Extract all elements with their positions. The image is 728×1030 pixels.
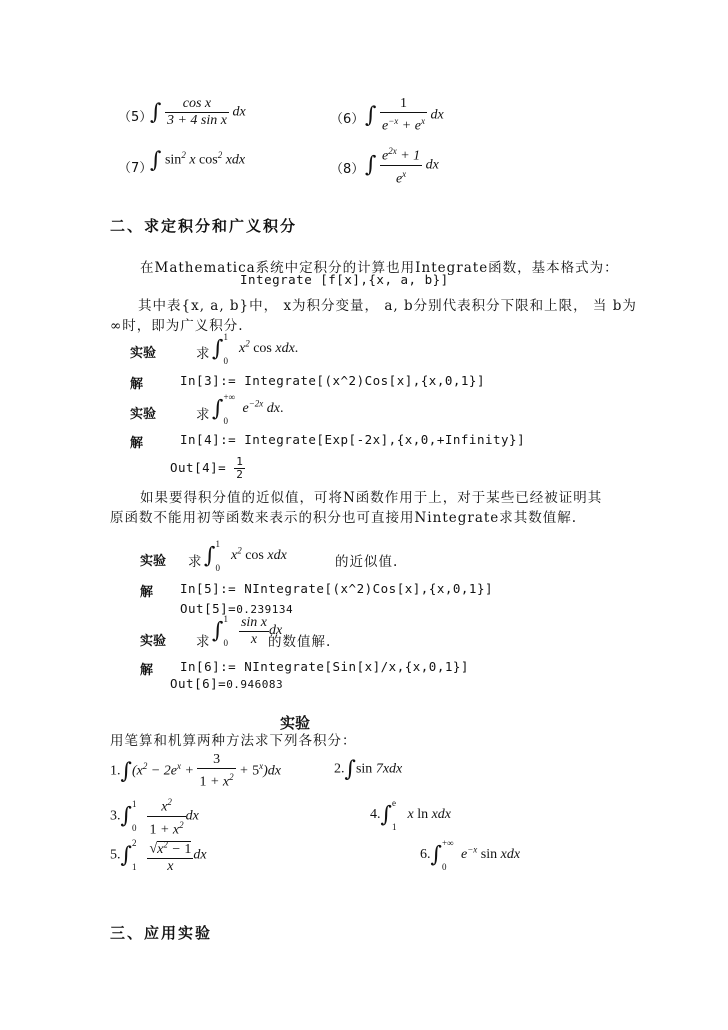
- output-5-label: Out[5]=: [180, 601, 237, 616]
- output-6-value: 0.946083: [226, 678, 284, 691]
- lower-limit: 0: [223, 416, 228, 426]
- experiment-2-text: 求: [196, 407, 211, 423]
- denominator: $e^{-x} + e^x$: [381, 116, 425, 134]
- item-label: 6.: [420, 847, 431, 863]
- output-4-fraction: [234, 456, 245, 481]
- lower-limit: 0: [215, 563, 220, 573]
- exercise-5-formula: [150, 96, 246, 129]
- fraction: [380, 143, 422, 187]
- solution-4-label: 解: [140, 663, 154, 678]
- upper-limit: e: [391, 798, 396, 808]
- item-label: 3.: [110, 808, 121, 824]
- numerator: $e^{2x} + 1$: [380, 143, 422, 166]
- lower-limit: 1: [391, 822, 397, 832]
- integral-sign: ∫: [150, 148, 162, 173]
- item-label: 2.: [334, 761, 345, 777]
- output-4: [170, 456, 245, 481]
- solution-4-code: In[6]:= NIntegrate[Sin[x]/x,{x,0,1}]: [180, 659, 469, 674]
- numerator: 1: [380, 96, 427, 113]
- approx-line1: 如果要得积分值的近似值，可将N函数作用于上，对于某些已经被证明其: [140, 490, 603, 506]
- output-5-value: 0.239134: [236, 603, 294, 616]
- exercise-item-2: 2.∫sin 7xdx: [334, 757, 403, 782]
- upper-limit: 1: [215, 539, 220, 549]
- differential: dx: [185, 808, 199, 824]
- upper-limit: +∞: [223, 392, 235, 402]
- experiment-1-integral: ∫ 1 0 $x^2$ cos xdx.: [212, 332, 299, 366]
- numerator: 3: [197, 752, 235, 769]
- exercise-item-4: 4.∫ e 1 x ln xdx: [370, 798, 452, 832]
- denominator: $1 + x^2$: [199, 772, 234, 790]
- fraction: [197, 752, 235, 791]
- experiment-4-end: 的数值解.: [268, 634, 332, 650]
- exercise-item-5: 5.∫ 2 1 $\frac{√x^2 - 1}{x}$ dx: [110, 836, 207, 875]
- integrate-format: Integrate [f[x],{x, a, b}]: [240, 272, 449, 287]
- differential: dx: [425, 157, 439, 173]
- lower-limit: 0: [223, 638, 228, 648]
- exercise-item-3: 3.∫ 1 0 $\frac{x^2}{1 + x^2}$ dx: [110, 794, 199, 838]
- item-label: 5.: [110, 847, 121, 863]
- upper-limit: 1: [131, 799, 137, 810]
- fraction: [147, 836, 193, 875]
- solution-1-label: 解: [130, 377, 144, 392]
- experiment-block-title: 实验: [280, 714, 311, 732]
- experiment-2-label: 实验: [130, 407, 157, 422]
- differential: dx: [430, 107, 444, 123]
- denominator: $1 + x^2$: [149, 819, 184, 838]
- fraction: [165, 96, 229, 129]
- integral-sign: ∫: [365, 102, 377, 128]
- experiment-3-text: 求: [188, 554, 203, 570]
- lower-limit: 1: [131, 862, 137, 873]
- item-label: 4.: [370, 807, 381, 823]
- solution-3-label: 解: [140, 585, 154, 600]
- experiment-2-integral: ∫ +∞ 0 $e^{-2x}$ dx.: [212, 392, 284, 426]
- approx-line2: 原函数不能用初等函数来表示的积分也可直接用Nintegrate求其数值解.: [110, 510, 578, 526]
- integral-sign: ∫: [365, 152, 377, 178]
- solution-3-code: In[5]:= NIntegrate[(x^2)Cos[x],{x,0,1}]: [180, 581, 493, 596]
- item-label: 1.: [110, 763, 121, 779]
- section-3-title: 三、应用实验: [110, 924, 213, 942]
- fraction: [380, 96, 427, 135]
- output-4-label: Out[4]=: [170, 460, 227, 475]
- experiment-3-integral: ∫ 1 0 $x^2$ cos xdx: [204, 539, 287, 573]
- solution-1-code: In[3]:= Integrate[(x^2)Cos[x],{x,0,1}]: [180, 373, 485, 388]
- exercise-7-formula: ∫ $\sin^2 x$ $\cos^2$ xdx: [150, 148, 246, 173]
- section-2-title: 二、求定积分和广义积分: [110, 217, 298, 235]
- exercise-8-formula: [365, 143, 439, 187]
- upper-limit: 1: [223, 614, 228, 624]
- upper-limit: 1: [223, 332, 228, 342]
- fraction: [239, 615, 269, 648]
- fraction: [147, 794, 185, 838]
- lower-limit: 0: [131, 823, 137, 834]
- experiment-3-label: 实验: [140, 554, 167, 569]
- denominator: 3 + 4 sin x: [166, 113, 227, 128]
- exercise-5-label: （5）: [118, 110, 153, 125]
- integral-sign: ∫: [150, 100, 162, 125]
- solution-2-label: 解: [130, 436, 144, 451]
- section-2-intro: 在Mathematica系统中定积分的计算也用Integrate函数，基本格式为：: [140, 260, 619, 276]
- denominator: $e^x$: [395, 168, 407, 187]
- exercise-6-label: （6）: [330, 112, 365, 127]
- differential: dx: [232, 104, 246, 120]
- experiment-4-integral: ∫ 1 0 $\frac{\text{sin x}}{x}$ dx: [212, 614, 283, 648]
- upper-limit: 2: [131, 838, 137, 849]
- exercise-8-label: （8）: [330, 162, 365, 177]
- experiment-4-text: 求: [196, 634, 211, 650]
- section-2-desc-line1: 其中表{x, a, b}中， x为积分变量， a, b分别代表积分下限和上限， 当 b为: [138, 298, 637, 314]
- experiment-1-text: 求: [196, 346, 211, 362]
- output-6-label: Out[6]=: [170, 676, 227, 691]
- output-6: [170, 676, 283, 691]
- lower-limit: 0: [223, 356, 228, 366]
- experiment-4-label: 实验: [140, 634, 167, 649]
- experiment-block-instruction: 用笔算和机算两种方法求下列各积分：: [110, 733, 357, 749]
- numerator: sin x: [240, 614, 268, 630]
- exercise-7-label: （7）: [118, 161, 153, 176]
- numerator: $√x^2 - 1$: [147, 836, 193, 859]
- exercise-item-6: 6.∫ +∞ 0 $e^{-x}$ sin xdx: [420, 838, 521, 872]
- experiment-3-end: 的近似值.: [335, 554, 399, 570]
- solution-2-code: In[4]:= Integrate[Exp[-2x],{x,0,+Infinity}]: [180, 432, 526, 447]
- differential: dx: [193, 847, 207, 863]
- exercise-6-formula: [365, 96, 444, 135]
- lower-limit: 0: [441, 862, 447, 872]
- denominator: x: [167, 858, 174, 874]
- section-2-desc-line2: ∞时，即为广义积分.: [110, 318, 244, 334]
- numerator: 1: [236, 455, 244, 468]
- upper-limit: +∞: [441, 838, 454, 848]
- denominator: x: [250, 631, 258, 647]
- denominator: 2: [236, 468, 244, 481]
- period: .: [279, 401, 284, 417]
- period: .: [294, 341, 299, 357]
- experiment-1-label: 实验: [130, 346, 157, 361]
- numerator: cos x: [165, 96, 229, 113]
- exercise-item-1: $1.\int(x^2 - 2e^x$ + $\frac{3}{1 + x^2}$ + $5^x)dx$: [110, 752, 281, 790]
- numerator: $x^2$: [147, 794, 185, 817]
